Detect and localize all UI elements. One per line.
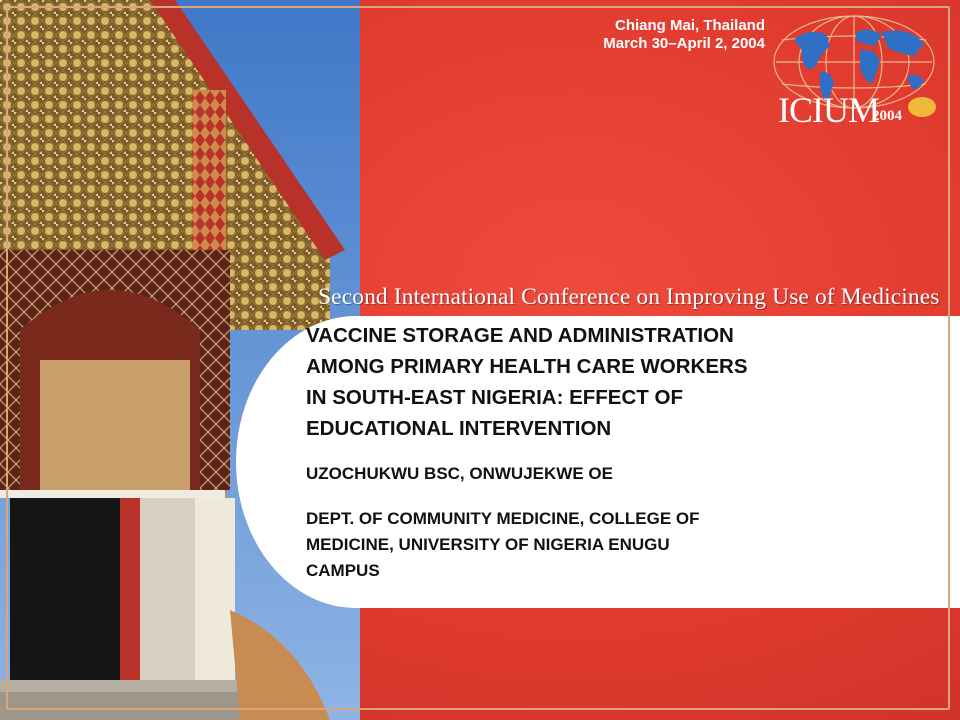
conference-name: Second International Conference on Improving Use of Medicines bbox=[318, 284, 940, 310]
affiliation bbox=[306, 506, 906, 584]
event-location: Chiang Mai, Thailand bbox=[614, 17, 765, 34]
affiliation-line: MEDICINE, UNIVERSITY OF NIGERIA ENUGU bbox=[306, 535, 670, 554]
event-dates: March 30–April 2, 2004 bbox=[603, 35, 765, 52]
affiliation-line: CAMPUS bbox=[306, 561, 380, 580]
affiliation-line: DEPT. OF COMMUNITY MEDICINE, COLLEGE OF bbox=[306, 509, 700, 528]
title-line: VACCINE STORAGE AND ADMINISTRATION bbox=[306, 324, 734, 347]
logo-text: ICIUM bbox=[778, 90, 879, 130]
paper-title bbox=[306, 320, 926, 444]
title-line: AMONG PRIMARY HEALTH CARE WORKERS bbox=[306, 355, 748, 378]
title-line: EDUCATIONAL INTERVENTION bbox=[306, 417, 612, 440]
logo-year: 2004 bbox=[872, 108, 902, 124]
authors: UZOCHUKWU BSC, ONWUJEKWE OE bbox=[306, 464, 613, 483]
title-line: IN SOUTH-EAST NIGERIA: EFFECT OF bbox=[306, 386, 683, 409]
